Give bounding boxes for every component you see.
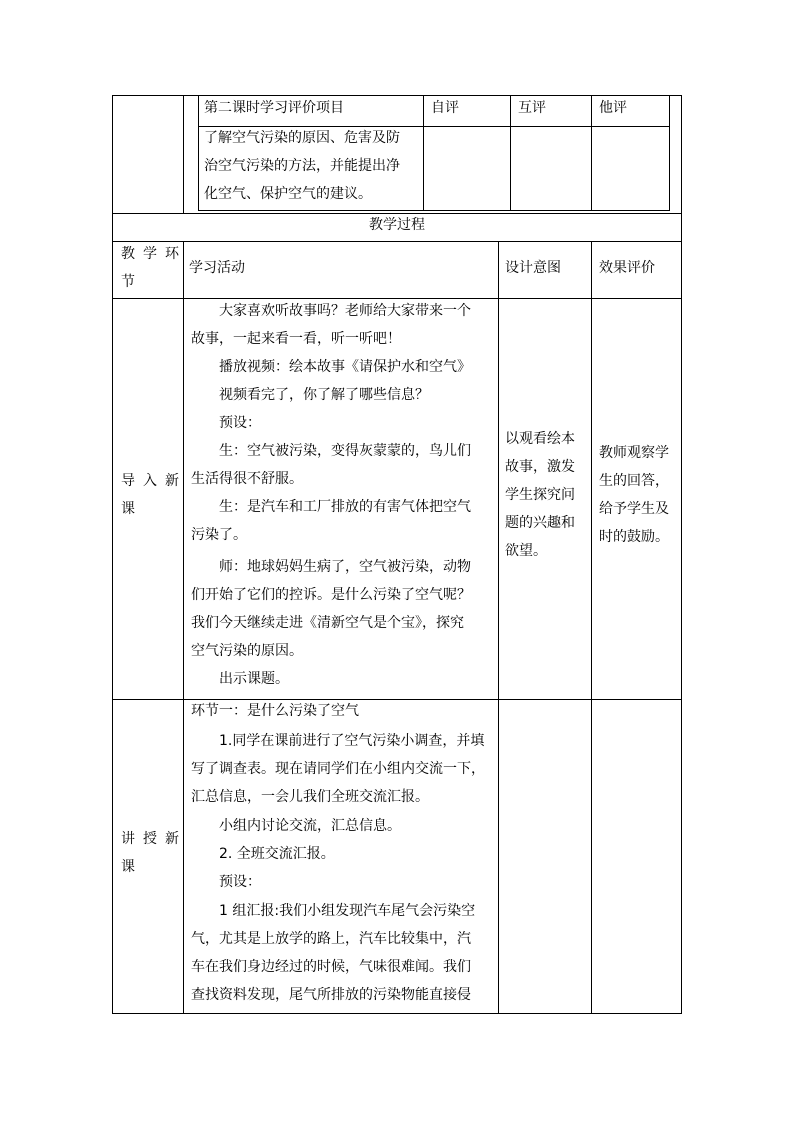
section2-line: 汇总信息，一会儿我们全班交流汇报。 xyxy=(191,789,429,805)
eval-item-line: 了解空气污染的原因、危害及防 xyxy=(204,130,400,146)
process-title-top xyxy=(112,213,682,214)
section1-effect-line: 时的鼓励。 xyxy=(599,529,669,545)
eval-left-outer xyxy=(183,95,184,213)
section2-line: 气，尤其是上放学的路上，汽车比较集中，汽 xyxy=(191,931,471,947)
section2-line: 环节一：是什么污染了空气 xyxy=(191,703,359,719)
header-activity: 学习活动 xyxy=(189,260,245,276)
eval-col-divider-3 xyxy=(591,95,592,211)
section1-effect-line: 生的回答， xyxy=(599,473,669,489)
section1-line: 播放视频：绘本故事《请保护水和空气》 xyxy=(219,359,471,375)
section1-intent-line: 欲望。 xyxy=(505,543,547,559)
section2-stage-line1: 讲授新 xyxy=(121,831,187,847)
col-divider-stage xyxy=(183,241,184,1014)
eval-col-self: 自评 xyxy=(431,100,459,116)
section1-line: 故事，一起来看一看，听一听吧！ xyxy=(191,331,401,347)
eval-right-border xyxy=(669,95,670,211)
eval-col-peer: 互评 xyxy=(518,100,546,116)
section2-line: 2. 全班交流汇报。 xyxy=(219,846,335,862)
col-divider-activity xyxy=(498,241,499,1014)
header-stage-line2: 节 xyxy=(121,274,135,290)
process-title-bottom xyxy=(112,241,682,242)
eval-item-line: 化空气、保护空气的建议。 xyxy=(204,186,372,202)
section1-line: 师：地球妈妈生病了，空气被污染，动物 xyxy=(219,559,471,575)
eval-header-divider xyxy=(198,126,670,127)
section1-line: 预设： xyxy=(219,415,261,431)
eval-header: 第二课时学习评价项目 xyxy=(204,100,344,116)
section1-line: 污染了。 xyxy=(191,527,247,543)
header-row-bottom xyxy=(112,298,682,299)
section1-line: 空气污染的原因。 xyxy=(191,643,303,659)
eval-col-divider-2 xyxy=(510,95,511,211)
section1-line: 生：是汽车和工厂排放的有害气体把空气 xyxy=(219,499,471,515)
eval-col-other: 他评 xyxy=(599,100,627,116)
process-title: 教学过程 xyxy=(369,217,425,233)
section2-line: 写了调查表。现在请同学们在小组内交流一下， xyxy=(191,761,485,777)
section2-line: 1 组汇报:我们小组发现汽车尾气会污染空 xyxy=(219,903,476,919)
section1-line: 视频看完了，你了解了哪些信息？ xyxy=(219,387,429,403)
section2-line: 小组内讨论交流，汇总信息。 xyxy=(219,818,401,834)
section1-line: 们开始了它们的控诉。是什么污染了空气呢？ xyxy=(191,587,471,603)
header-stage-line1: 教学环 xyxy=(121,246,187,262)
header-effect: 效果评价 xyxy=(599,260,655,276)
section1-effect-line: 教师观察学 xyxy=(599,445,669,461)
section1-intent-line: 题的兴趣和 xyxy=(505,515,575,531)
section2-stage-line2: 课 xyxy=(121,859,135,875)
eval-bottom-border xyxy=(198,210,670,211)
col-divider-intent xyxy=(591,241,592,1014)
section1-line: 我们今天继续走进《清新空气是个宝》，探究 xyxy=(191,615,464,631)
section1-line: 出示课题。 xyxy=(219,671,289,687)
section2-line: 预设： xyxy=(219,874,261,890)
header-intent: 设计意图 xyxy=(505,260,561,276)
section1-effect-line: 给予学生及 xyxy=(599,501,669,517)
section2-line: 车在我们身边经过的时候，气味很难闻。我们 xyxy=(191,959,471,975)
eval-item-line: 治空气污染的方法，并能提出净 xyxy=(204,158,400,174)
section1-intent-line: 故事，激发 xyxy=(505,459,575,475)
section1-line: 生：空气被污染，变得灰蒙蒙的，鸟儿们 xyxy=(219,443,471,459)
section1-stage-line1: 导入新 xyxy=(121,473,187,489)
table-bottom-border xyxy=(112,1013,682,1014)
section1-intent-line: 学生探究问 xyxy=(505,487,575,503)
section1-intent-line: 以观看绘本 xyxy=(505,431,575,447)
section2-line: 1.同学在课前进行了空气污染小调查，并填 xyxy=(219,733,485,749)
section2-line: 查找资料发现，尾气所排放的污染物能直接侵 xyxy=(191,987,471,1003)
section1-stage-line2: 课 xyxy=(121,501,135,517)
eval-left-inner xyxy=(198,95,199,211)
section1-bottom xyxy=(112,699,682,700)
eval-col-divider-1 xyxy=(423,95,424,211)
section1-line: 生活得很不舒服。 xyxy=(191,471,303,487)
section1-line: 大家喜欢听故事吗？老师给大家带来一个 xyxy=(219,303,471,319)
